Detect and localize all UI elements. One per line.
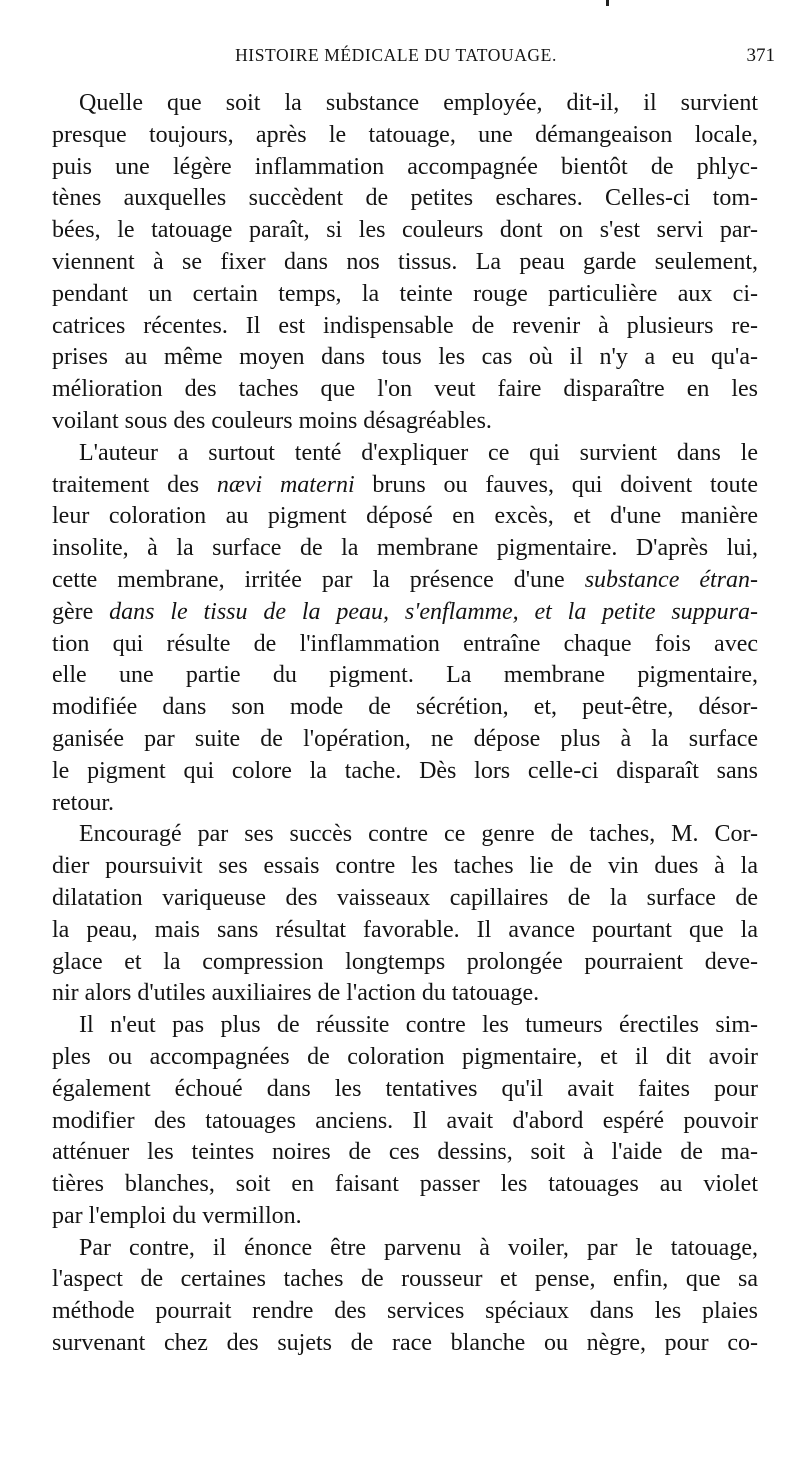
text-line: modifiée dans son mode de sécrétion, et, peut-être, désor-: [52, 694, 758, 721]
text-line: voilant sous des couleurs moins désagréables.: [52, 407, 492, 434]
text-line: bées, le tatouage paraît, si les couleurs dont on s'est servi par-: [52, 217, 758, 244]
text-line: pendant un certain temps, la teinte rouge particulière aux ci-: [52, 280, 758, 307]
text-line: survenant chez des sujets de race blanche ou nègre, pour co-: [52, 1330, 758, 1357]
text-line: viennent à se fixer dans nos tissus. La peau garde seulement,: [52, 248, 758, 275]
text-line: cette membrane, irritée par la présence d'une substance étran-: [52, 566, 758, 593]
text-line: dilatation variqueuse des vaisseaux capillaires de la surface de: [52, 884, 758, 911]
text-line: Il n'eut pas plus de réussite contre les tumeurs érectiles sim-: [79, 1012, 758, 1039]
text-line: Encouragé par ses succès contre ce genre de taches, M. Cor-: [79, 821, 758, 848]
paragraph: [52, 1233, 758, 1360]
text-line: tières blanches, soit en faisant passer les tatouages au violet: [52, 1171, 758, 1198]
text-line: par l'emploi du vermillon.: [52, 1202, 302, 1229]
text-line: retour.: [52, 789, 114, 816]
text-line: mélioration des taches que l'on veut faire disparaître en les: [52, 376, 758, 403]
text-line: également échoué dans les tentatives qu'il avait faites pour: [52, 1075, 758, 1102]
text-line: nir alors d'utiles auxiliaires de l'action du tatouage.: [52, 980, 540, 1007]
text-line: atténuer les teintes noires de ces dessins, soit à l'aide de ma-: [52, 1139, 758, 1166]
text-line: puis une légère inflammation accompagnée bientôt de phlyc-: [52, 153, 758, 180]
running-head: HISTOIRE MÉDICALE DU TATOUAGE.: [235, 45, 557, 65]
text-line: traitement des nævi materni bruns ou fauves, qui doivent toute: [52, 471, 758, 498]
page-number: 371: [746, 45, 775, 66]
text-line: catrices récentes. Il est indispensable de revenir à plusieurs re-: [52, 312, 758, 339]
text-line: L'auteur a surtout tenté d'expliquer ce qui survient dans le: [79, 439, 758, 466]
text-line: elle une partie du pigment. La membrane pigmentaire,: [52, 662, 758, 689]
text-line: gère dans le tissu de la peau, s'enflamme, et la petite suppura-: [52, 598, 758, 625]
paragraph: [52, 819, 758, 1010]
top-edge-mark: [606, 0, 609, 6]
text-line: Quelle que soit la substance employée, dit-il, il survient: [79, 90, 758, 116]
text-line: leur coloration au pigment déposé en excès, et d'une manière: [52, 503, 758, 530]
text-line: ganisée par suite de l'opération, ne dépose plus à la surface: [52, 725, 758, 752]
text-line: ples ou accompagnées de coloration pigmentaire, et il dit avoir: [52, 1043, 758, 1070]
text-line: modifier des tatouages anciens. Il avait d'abord espéré pouvoir: [52, 1107, 758, 1134]
text-line: insolite, à la surface de la membrane pigmentaire. D'après lui,: [52, 535, 758, 562]
text-line: glace et la compression longtemps prolongée pourraient deve-: [52, 948, 758, 975]
paragraph: [52, 88, 758, 438]
text-line: l'aspect de certaines taches de rousseur et pense, enfin, que sa: [52, 1266, 758, 1293]
text-line: dier poursuivit ses essais contre les taches lie de vin dues à la: [52, 853, 758, 880]
body-text: [52, 88, 758, 1360]
paragraph: [52, 438, 758, 820]
paragraph: [52, 1010, 758, 1233]
text-line: Par contre, il énonce être parvenu à voiler, par le tatouage,: [79, 1234, 758, 1261]
text-line: tion qui résulte de l'inflammation entraîne chaque fois avec: [52, 630, 758, 657]
text-line: la peau, mais sans résultat favorable. Il avance pourtant que la: [52, 916, 758, 943]
text-line: le pigment qui colore la tache. Dès lors celle-ci disparaît sans: [52, 757, 758, 784]
text-line: prises au même moyen dans tous les cas où il n'y a eu qu'a-: [52, 344, 758, 371]
text-line: tènes auxquelles succèdent de petites eschares. Celles-ci tom-: [52, 185, 758, 212]
text-line: presque toujours, après le tatouage, une démangeaison locale,: [52, 121, 758, 148]
text-line: méthode pourrait rendre des services spéciaux dans les plaies: [52, 1298, 758, 1325]
